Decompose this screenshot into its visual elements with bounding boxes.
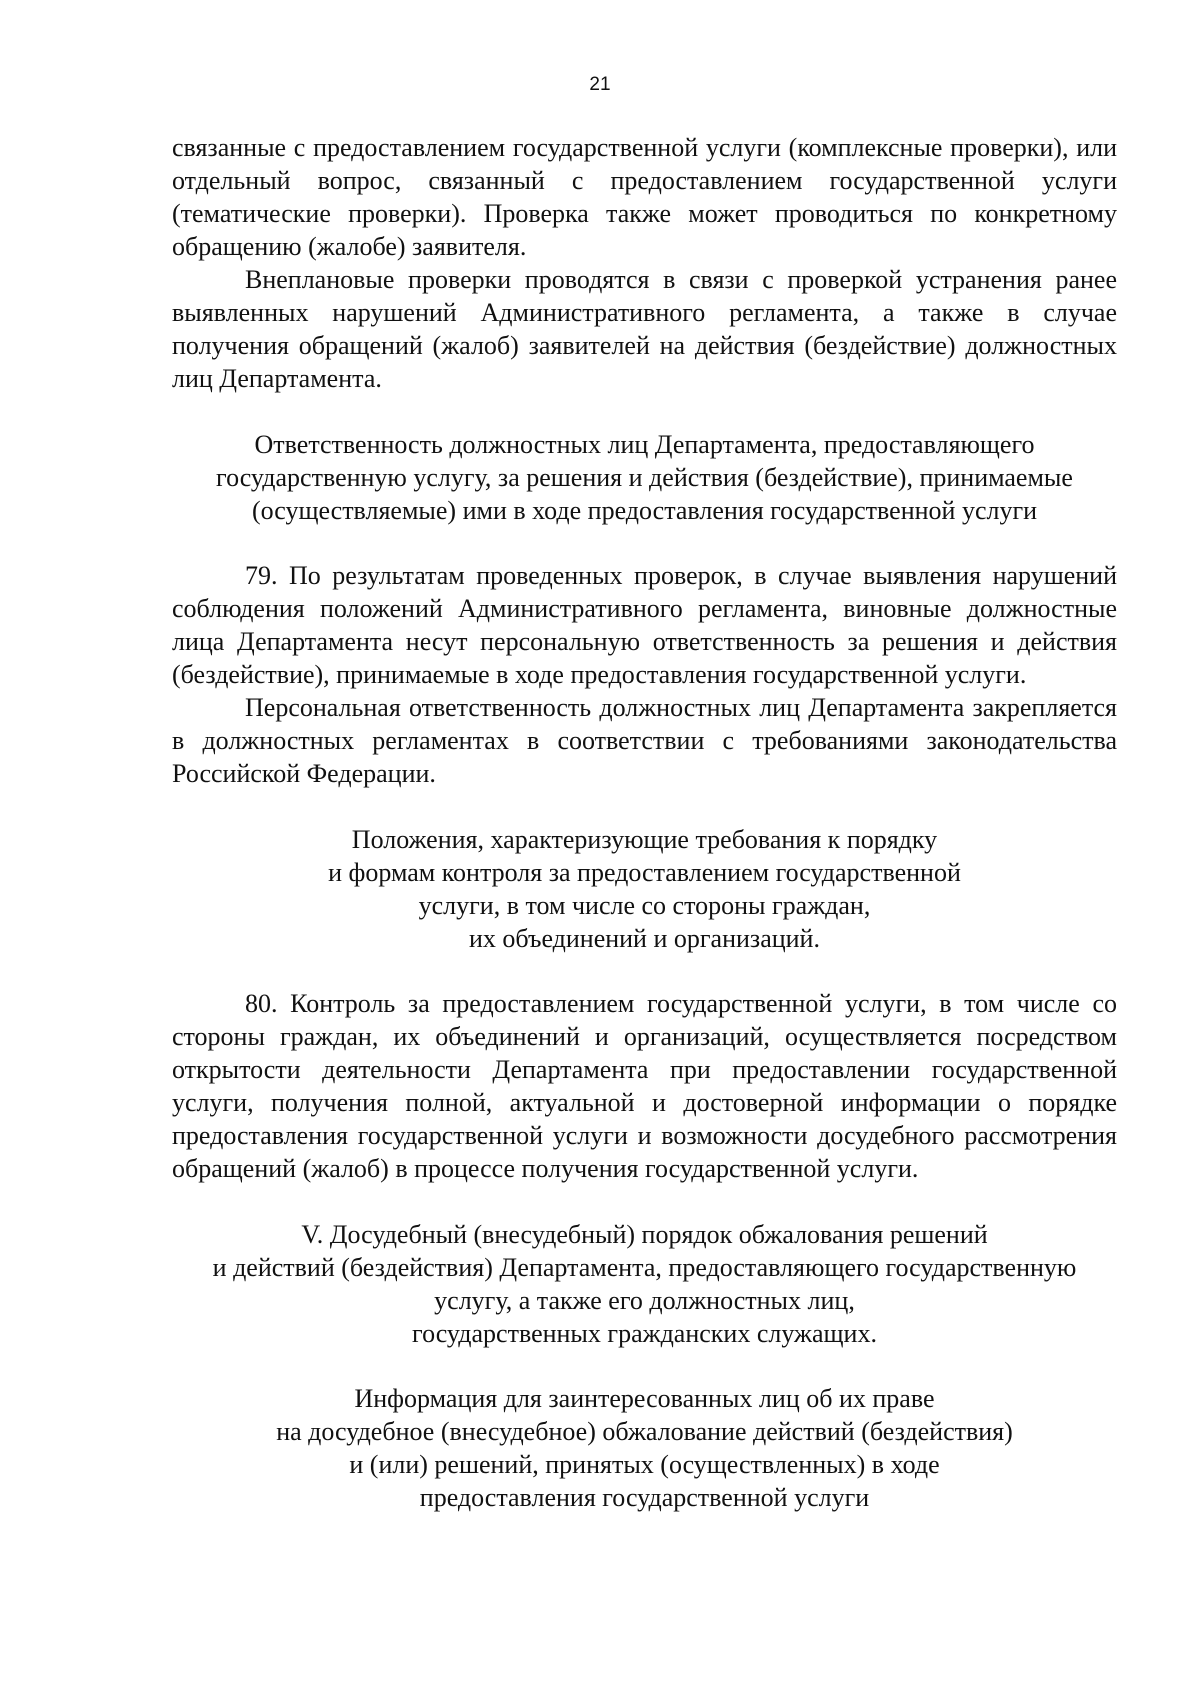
page-number: 21 — [589, 74, 611, 95]
paragraph-79: 79. По результатам проведенных проверок, в случае выявления нарушений соблюдения положений Административного регламента, виновные должностные лица Департамента несут персональную ответственность за решения и действия (бездействие), принимаемые в ходе предоставления государственной услуги. — [172, 561, 1117, 689]
paragraph-unplanned-checks: Внеплановые проверки проводятся в связи с проверкой устранения ранее выявленных нарушений Административного регламента, а также в случае получения обращений (жалоб) заявителей на действия (бездействие) должностных лиц Департамента. — [172, 265, 1117, 393]
heading-section-v — [172, 1218, 1117, 1350]
heading-line: и (или) решений, принятых (осуществленных) в ходе — [349, 1450, 940, 1479]
heading-line: и действий (бездействия) Департамента, предоставляющего государственную — [212, 1253, 1077, 1282]
document-body — [172, 131, 1117, 1514]
paragraph-80: 80. Контроль за предоставлением государственной услуги, в том числе со стороны граждан, их объединений и организаций, осуществляется посредством открытости деятельности Департамента при предоставлении государственной услуги, получения полной, актуальной и достоверной информации о порядке предоставления государственной услуги и возможности досудебного рассмотрения обращений (жалоб) в процессе получения государственной услуги. — [172, 989, 1117, 1183]
heading-line: государственную услугу, за решения и действия (бездействие), принимаемые — [216, 463, 1073, 492]
paragraph-personal-responsibility: Персональная ответственность должностных лиц Департамента закрепляется в должностных регламентах в соответствии с требованиями законодательства Российской Федерации. — [172, 693, 1117, 788]
heading-line: услуги, в том числе со стороны граждан, — [418, 891, 871, 920]
heading-line: услугу, а также его должностных лиц, — [434, 1286, 855, 1315]
heading-line: Ответственность должностных лиц Департамента, предоставляющего — [254, 430, 1035, 459]
heading-responsibility — [172, 428, 1117, 527]
heading-line: государственных гражданских служащих. — [412, 1319, 877, 1348]
heading-line: их объединений и организаций. — [469, 924, 820, 953]
heading-line: и формам контроля за предоставлением государственной — [328, 858, 961, 887]
heading-control-provisions — [172, 823, 1117, 955]
heading-line: Положения, характеризующие требования к порядку — [351, 825, 938, 854]
heading-line: Информация для заинтересованных лиц об их праве — [354, 1384, 935, 1413]
heading-line: V. Досудебный (внесудебный) порядок обжалования решений — [301, 1220, 988, 1249]
heading-line: предоставления государственной услуги — [419, 1483, 870, 1512]
paragraph-continuation: связанные с предоставлением государственной услуги (комплексные проверки), или отдельный вопрос, связанный с предоставлением государственной услуги (тематические проверки). Проверка также может проводиться по конкретному обращению (жалобе) заявителя. — [172, 133, 1117, 261]
heading-line: (осуществляемые) ими в ходе предоставления государственной услуги — [251, 496, 1038, 525]
heading-line: на досудебное (внесудебное) обжалование действий (бездействия) — [276, 1417, 1013, 1446]
heading-information — [172, 1382, 1117, 1514]
